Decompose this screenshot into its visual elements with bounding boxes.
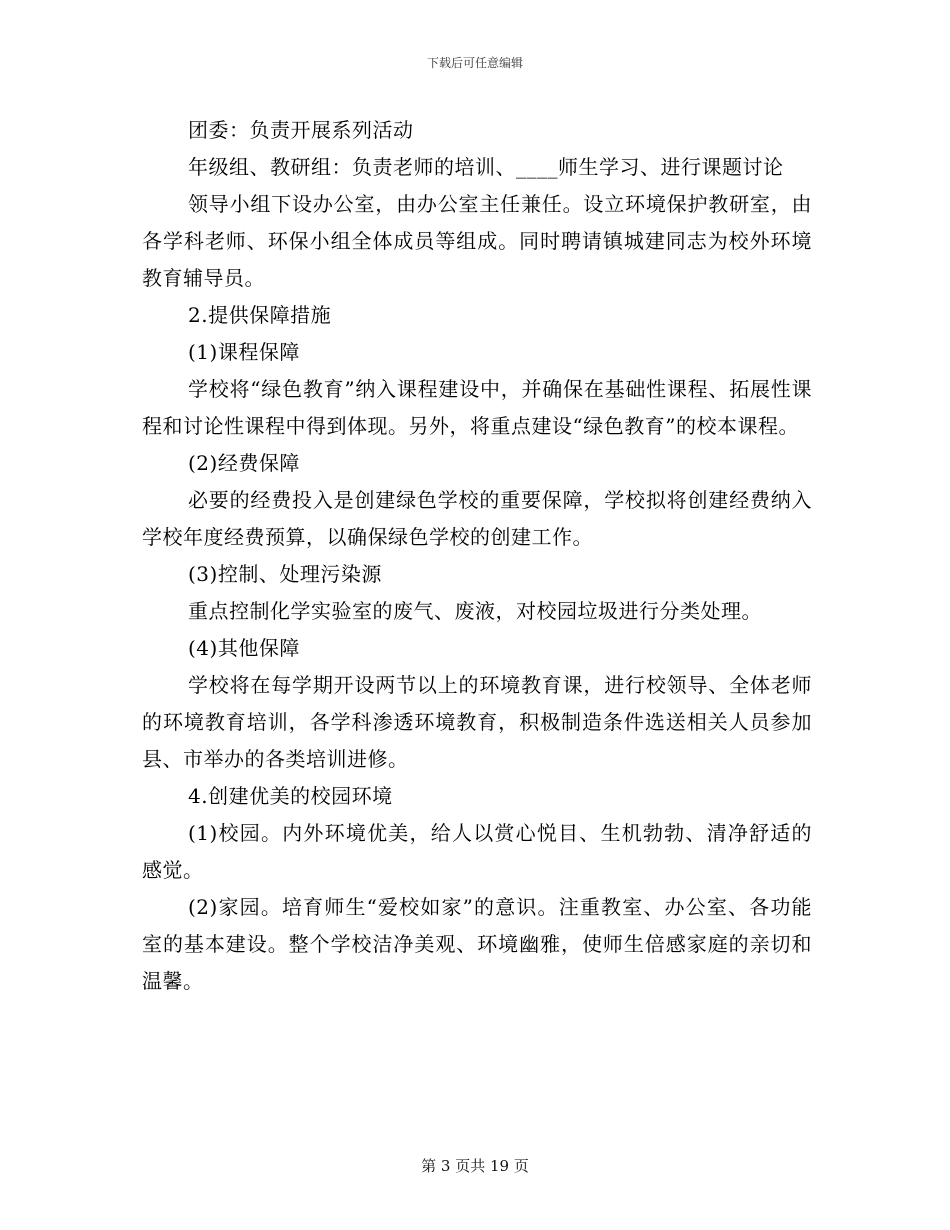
paragraph-other: 学校将在每学期开设两节以上的环境教育课，进行校领导、全体老师的环境教育培训，各学科渗透环境教育，积极制造条件选送相关人员参加县、市举办的各类培训进修。 <box>142 673 812 771</box>
subheading-funding: (2)经费保障 <box>188 451 300 475</box>
section-heading-guarantee: 2.提供保障措施 <box>188 303 332 327</box>
paragraph-curriculum: 学校将“绿色教育”纳入课程建设中，并确保在基础性课程、拓展性课程和讨论性课程中得到体现。另外，将重点建设“绿色教育”的校本课程。 <box>142 377 812 438</box>
section-heading-environment: 4.创建优美的校园环境 <box>188 784 393 808</box>
paragraph-office: 领导小组下设办公室，由办公室主任兼任。设立环境保护教研室，由各学科老师、环保小组全体成员等组成。同时聘请镇城建同志为校外环境教育辅导员。 <box>142 192 812 290</box>
subheading-curriculum: (1)课程保障 <box>188 340 300 364</box>
paragraph-pollution: 重点控制化学实验室的废气、废液，对校园垃圾进行分类处理。 <box>188 599 762 623</box>
document-body <box>142 112 812 1000</box>
paragraph-funding: 必要的经费投入是创建绿色学校的重要保障，学校拟将创建经费纳入学校年度经费预算，以确保绿色学校的创建工作。 <box>142 488 812 549</box>
paragraph-home: (2)家园。培育师生“爱校如家”的意识。注重教室、办公室、各功能室的基本建设。整个学校洁净美观、环境幽雅，使师生倍感家庭的亲切和温馨。 <box>142 895 812 993</box>
page-header: 下载后可任意编辑 <box>426 56 523 70</box>
subheading-pollution: (3)控制、处理污染源 <box>188 562 382 586</box>
subheading-other: (4)其他保障 <box>188 636 300 660</box>
paragraph-tuanwei: 团委：负责开展系列活动 <box>188 118 414 142</box>
paragraph-grade-group: 年级组、教研组：负责老师的培训、____师生学习、进行课题讨论 <box>188 155 784 179</box>
paragraph-campus: (1)校园。内外环境优美，给人以赏心悦目、生机勃勃、清净舒适的感觉。 <box>142 821 812 882</box>
page-number: 第 3 页共 19 页 <box>421 1157 529 1175</box>
